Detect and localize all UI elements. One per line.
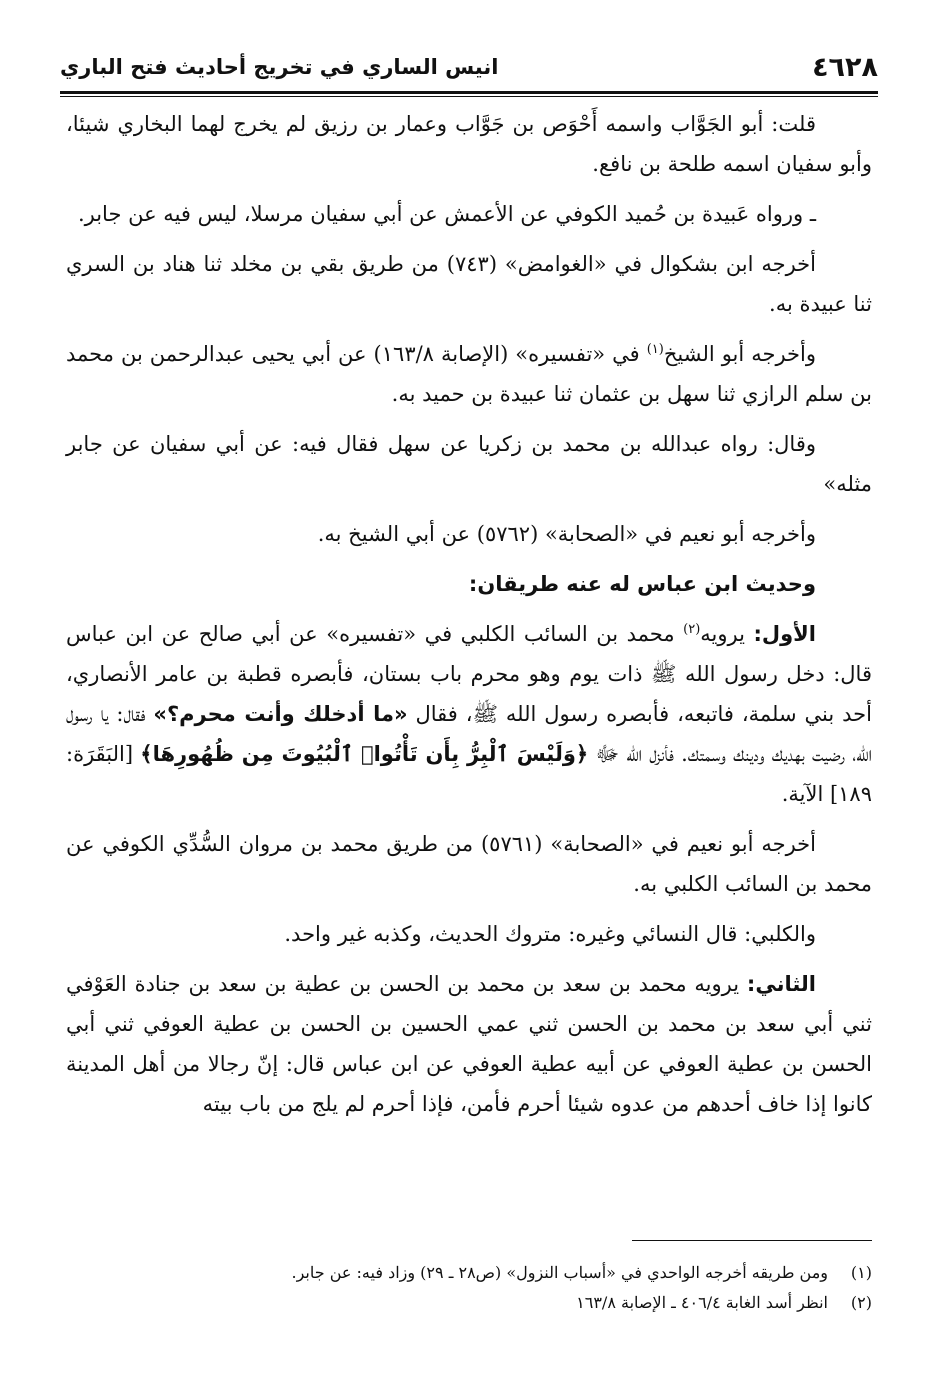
paragraph-5: وقال: رواه عبدالله بن محمد بن زكريا عن سهل فقال فيه: عن أبي سفيان عن جابر مثله»	[66, 432, 872, 496]
header-divider	[60, 91, 878, 97]
footnote-number: (١)	[850, 1263, 872, 1282]
footnote-1	[66, 1258, 872, 1288]
paragraph-1: قلت: أبو الجَوَّاب واسمه أَحْوَص بن جَوَّاب وعمار بن رزيق لم يخرج لهما البخاري شيئا، وأبو سفيان اسمه طلحة بن نافع.	[66, 112, 872, 176]
footnotes	[66, 1258, 872, 1318]
paragraph-4-rest: في «تفسيره» (الإصابة ١٦٣/٨) عن أبي يحيى عبدالرحمن بن محمد بن سلم الرازي ثنا سهل بن عثمان ثنا عبيدة بن حميد به.	[66, 342, 872, 406]
footnote-text: ومن طريقه أخرجه الواحدي في «أسباب النزول» (ص٢٨ ـ ٢٩) وزاد فيه: عن جابر.	[291, 1263, 828, 1282]
page-number: ٤٦٢٨	[812, 51, 878, 83]
main-text	[66, 104, 872, 1134]
paragraph-9: والكلبي: قال النسائي وغيره: متروك الحديث، وكذبه غير واحد.	[284, 922, 816, 946]
first-route-label: الأول:	[753, 622, 817, 646]
footnote-2	[66, 1288, 872, 1318]
running-title: انيس الساري في تخريج أحاديث فتح الباري	[60, 55, 499, 79]
paragraph-first-route	[66, 614, 872, 814]
page-header	[60, 44, 878, 90]
footnote-divider	[632, 1240, 872, 1241]
paragraph-second-route	[66, 964, 872, 1124]
paragraph-2: ـ ورواه عَبيدة بن حُميد الكوفي عن الأعمش عن أبي سفيان مرسلا، ليس فيه عن جابر.	[77, 202, 816, 226]
second-route-label: الثاني:	[746, 972, 816, 996]
paragraph-4-start: وأخرجه أبو الشيخ	[663, 342, 817, 366]
first-route-text-3: [البَقَرَة: ١٨٩] الآية.	[66, 742, 872, 806]
paragraph-3: أخرجه ابن بشكوال في «الغوامض» (٧٤٣) من طريق بقي بن مخلد ثنا هناد بن السري ثنا عبيدة به.	[66, 252, 872, 316]
first-route-text-2: فقال: يا رسول الله، رضيت بهديك ودينك وسمتك. فأنزل الله ﷻ	[66, 702, 872, 766]
section-heading: وحديث ابن عباس له عنه طريقان:	[468, 572, 816, 596]
second-route-text: يرويه محمد بن سعد بن محمد بن الحسن بن عطية بن سعد بن جنادة العَوْفي ثني أبي سعد بن محمد بن الحسن ثني عمي الحسين بن الحسن بن عطية العوفي ثني أبي الحسن بن عطية العوفي عن أبيه عطية العوفي عن ابن عباس قال: إنّ رجالا من أهل المدينة كانوا إذا خاف أحدهم من عدوه شيئا أحرم فأمن، فإذا أحرم لم يلج من باب بيته	[66, 972, 872, 1116]
footnote-text: انظر أسد الغابة ٤٠٦/٤ ـ الإصابة ١٦٣/٨	[576, 1293, 828, 1312]
quran-verse: ﴿وَلَيْسَ ٱلْبِرُّ بِأَن تَأْتُوا۟ ٱلْبُيُوتَ مِن ظُهُورِهَا﴾	[140, 742, 589, 766]
first-route-intro: يرويه	[700, 622, 754, 646]
footnote-ref-1[interactable]: (١)	[646, 342, 664, 357]
paragraph-4	[66, 334, 872, 414]
paragraph-6: وأخرجه أبو نعيم في «الصحابة» (٥٧٦٢) عن أبي الشيخ به.	[317, 522, 816, 546]
footnote-ref-2[interactable]: (٢)	[683, 622, 701, 637]
first-route-text-1: محمد بن السائب الكلبي في «تفسيره» عن أبي صالح عن ابن عباس قال: دخل رسول الله ﷺ ذات يوم وهو محرم باب بستان، فأبصره قطبة بن عامر الأنصاري، أحد بني سلمة، فاتبعه، فأبصره رسول الله ﷺ، فقال	[66, 622, 872, 726]
hadith-quote: «ما أدخلك وأنت محرم؟»	[153, 702, 408, 726]
paragraph-8: أخرجه أبو نعيم في «الصحابة» (٥٧٦١) من طريق محمد بن مروان السُّدِّي الكوفي عن محمد بن السائب الكلبي به.	[66, 832, 872, 896]
footnote-number: (٢)	[850, 1293, 872, 1312]
